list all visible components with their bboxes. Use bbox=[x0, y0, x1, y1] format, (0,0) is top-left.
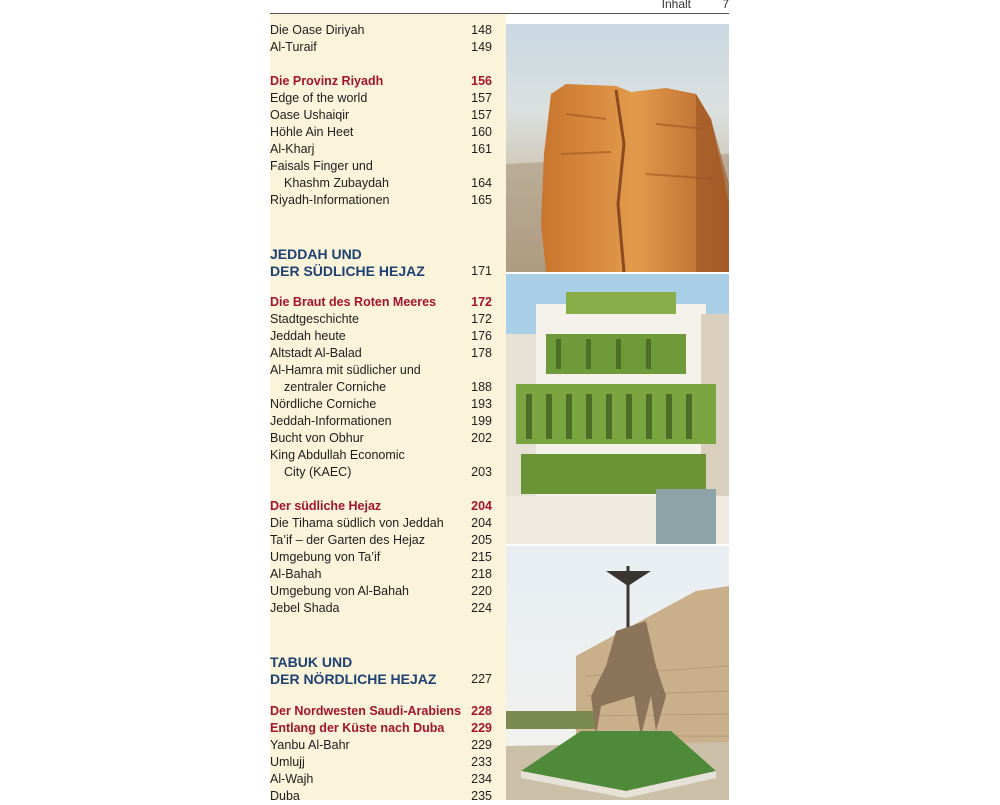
toc-entry-label: Der Nordwesten Saudi-Arabiens bbox=[270, 704, 462, 718]
chapter-heading bbox=[270, 263, 492, 280]
toc-entry-label: Al-Hamra mit südlicher und bbox=[270, 363, 421, 377]
section-heading bbox=[270, 703, 492, 720]
toc-entry bbox=[270, 311, 492, 328]
toc-entry-page: 172 bbox=[471, 295, 492, 309]
toc-entry-label: Entlang der Küste nach Duba bbox=[270, 721, 445, 735]
toc-entry-page: 160 bbox=[471, 125, 492, 139]
toc-entry-label: Die Braut des Roten Meeres bbox=[270, 295, 437, 309]
toc-entry-page: 203 bbox=[471, 465, 492, 479]
toc-entry-page: 204 bbox=[471, 499, 492, 513]
toc-entry-label: TABUK UND bbox=[270, 654, 353, 670]
toc-entry-page: 227 bbox=[471, 672, 492, 686]
chapter-heading bbox=[270, 246, 492, 263]
toc-entry bbox=[270, 379, 492, 396]
toc-entry-label: Umgebung von Al-Bahah bbox=[270, 584, 409, 598]
old-town-house-photo-icon bbox=[506, 274, 729, 544]
toc-entry-label: JEDDAH UND bbox=[270, 246, 362, 262]
toc-entry-page: 220 bbox=[471, 584, 492, 598]
toc-entry bbox=[270, 583, 492, 600]
toc-entry bbox=[270, 771, 492, 788]
toc-entry-label: Al-Turaif bbox=[270, 40, 317, 54]
table-of-contents bbox=[270, 14, 506, 803]
toc-entry-page: 171 bbox=[471, 264, 492, 278]
chapter-heading bbox=[270, 654, 492, 671]
toc-entry-page: 157 bbox=[471, 91, 492, 105]
toc-entry bbox=[270, 464, 492, 481]
toc-entry bbox=[270, 566, 492, 583]
toc-entry-label: DER SÜDLICHE HEJAZ bbox=[270, 263, 425, 279]
toc-entry-label: Yanbu Al-Bahr bbox=[270, 738, 350, 752]
toc-entry bbox=[270, 515, 492, 532]
toc-entry-label: City (KAEC) bbox=[284, 465, 352, 479]
toc-entry-label: Faisals Finger und bbox=[270, 159, 373, 173]
section-heading bbox=[270, 73, 492, 90]
toc-entry-label: DER NÖRDLICHE HEJAZ bbox=[270, 671, 437, 687]
toc-entry-page: 178 bbox=[471, 346, 492, 360]
toc-entry bbox=[270, 107, 492, 124]
toc-entry bbox=[270, 754, 492, 771]
toc-entry-page: 172 bbox=[471, 312, 492, 326]
toc-entry bbox=[270, 124, 492, 141]
toc-entry-page: 202 bbox=[471, 431, 492, 445]
camel-sculpture-photo-icon bbox=[506, 546, 729, 800]
toc-entry-page: 224 bbox=[471, 601, 492, 615]
toc-entry-page: 235 bbox=[471, 789, 492, 803]
toc-entry bbox=[270, 788, 492, 805]
toc-entry-label: Al-Bahah bbox=[270, 567, 322, 581]
toc-entry-label: King Abdullah Economic bbox=[270, 448, 405, 462]
toc-entry bbox=[270, 158, 492, 175]
toc-entry-page: 193 bbox=[471, 397, 492, 411]
toc-entry-page: 215 bbox=[471, 550, 492, 564]
toc-entry-label: zentraler Corniche bbox=[284, 380, 387, 394]
toc-entry bbox=[270, 22, 492, 39]
toc-entry bbox=[270, 39, 492, 56]
toc-entry-page: 148 bbox=[471, 23, 492, 37]
page-number: 7 bbox=[722, 0, 729, 11]
toc-entry-label: Der südliche Hejaz bbox=[270, 499, 382, 513]
toc-entry-page: 228 bbox=[471, 704, 492, 718]
toc-entry bbox=[270, 328, 492, 345]
toc-entry-label: Altstadt Al-Balad bbox=[270, 346, 362, 360]
toc-entry-label: Jeddah heute bbox=[270, 329, 346, 343]
toc-entry bbox=[270, 600, 492, 617]
section-heading bbox=[270, 720, 492, 737]
toc-entry-page: 229 bbox=[471, 721, 492, 735]
toc-entry-label: Bucht von Obhur bbox=[270, 431, 364, 445]
running-header-title: Inhalt bbox=[661, 0, 691, 11]
cliff-photo-icon bbox=[506, 24, 729, 272]
toc-entry-label: Umgebung von Ta’if bbox=[270, 550, 381, 564]
toc-entry-page: 157 bbox=[471, 108, 492, 122]
toc-entry bbox=[270, 413, 492, 430]
toc-entry-page: 234 bbox=[471, 772, 492, 786]
toc-entry-page: 165 bbox=[471, 193, 492, 207]
toc-entry bbox=[270, 362, 492, 379]
toc-entry bbox=[270, 192, 492, 209]
toc-entry-page: 188 bbox=[471, 380, 492, 394]
toc-entry-label: Jebel Shada bbox=[270, 601, 340, 615]
toc-entry-page: 204 bbox=[471, 516, 492, 530]
toc-entry-label: Riyadh-Informationen bbox=[270, 193, 390, 207]
toc-entry-page: 233 bbox=[471, 755, 492, 769]
toc-entry-label: Al-Kharj bbox=[270, 142, 315, 156]
toc-entry-label: Die Provinz Riyadh bbox=[270, 74, 384, 88]
toc-entry-label: Umlujj bbox=[270, 755, 305, 769]
toc-entry bbox=[270, 396, 492, 413]
toc-entry-label: Oase Ushaiqir bbox=[270, 108, 350, 122]
toc-entry bbox=[270, 549, 492, 566]
toc-entry bbox=[270, 430, 492, 447]
toc-entry-page: 164 bbox=[471, 176, 492, 190]
toc-entry-label: Ta’if – der Garten des Hejaz bbox=[270, 533, 425, 547]
toc-entry-page: 156 bbox=[471, 74, 492, 88]
running-header bbox=[270, 0, 729, 14]
toc-entry-label: Al-Wajh bbox=[270, 772, 314, 786]
toc-entry-label: Die Tihama südlich von Jeddah bbox=[270, 516, 444, 530]
toc-entry-label: Khashm Zubaydah bbox=[284, 176, 389, 190]
toc-entry-page: 205 bbox=[471, 533, 492, 547]
toc-entry bbox=[270, 175, 492, 192]
toc-entry-label: Stadtgeschichte bbox=[270, 312, 359, 326]
section-heading bbox=[270, 294, 492, 311]
chapter-heading bbox=[270, 671, 492, 688]
toc-entry-page: 229 bbox=[471, 738, 492, 752]
toc-entry-label: Jeddah-Informationen bbox=[270, 414, 392, 428]
toc-entry-page: 199 bbox=[471, 414, 492, 428]
toc-entry bbox=[270, 532, 492, 549]
toc-entry-label: Die Oase Diriyah bbox=[270, 23, 365, 37]
toc-entry bbox=[270, 345, 492, 362]
toc-entry-label: Höhle Ain Heet bbox=[270, 125, 354, 139]
toc-entry bbox=[270, 737, 492, 754]
toc-entry bbox=[270, 141, 492, 158]
section-heading bbox=[270, 498, 492, 515]
toc-entry-label: Edge of the world bbox=[270, 91, 368, 105]
toc-entry-page: 149 bbox=[471, 40, 492, 54]
toc-entry bbox=[270, 90, 492, 107]
toc-entry-label: Nördliche Corniche bbox=[270, 397, 377, 411]
toc-entry-page: 218 bbox=[471, 567, 492, 581]
toc-entry-label: Duba bbox=[270, 789, 300, 803]
toc-entry-page: 161 bbox=[471, 142, 492, 156]
toc-entry-page: 176 bbox=[471, 329, 492, 343]
toc-entry bbox=[270, 447, 492, 464]
